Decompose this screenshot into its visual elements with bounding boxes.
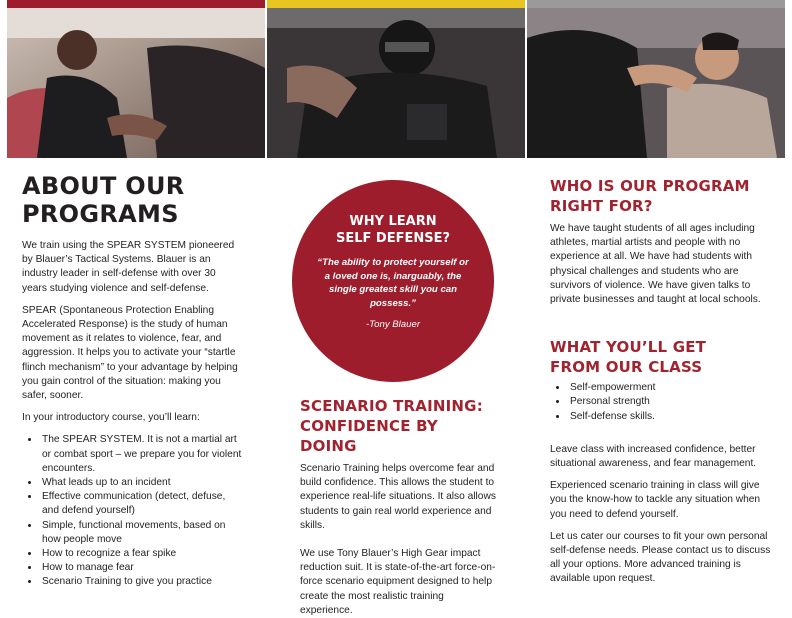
list-item: • Self-defense skills. <box>568 410 775 424</box>
get-title <box>550 337 775 377</box>
about-paragraph-3: In your introductory course, you’ll learn: <box>22 412 200 424</box>
scenario-paragraph-1: Scenario Training helps overcome fear and build confidence. This allows the student to experience real-life situations. It also allows students to gain real world experience and skills. <box>300 463 496 531</box>
who-title-line2: RIGHT FOR? <box>550 197 653 215</box>
why-learn-author: -Tony Blauer <box>365 319 421 330</box>
get-title-line2: FROM OUR CLASS <box>550 358 703 377</box>
scenario-title <box>300 396 496 456</box>
list-item: • Scenario Training to give you practice <box>40 575 242 589</box>
get-paragraph-2: Experienced scenario training in class will give you the know-how to tackle any situation when you need to defend yourself. <box>550 480 761 520</box>
get-benefits-list <box>550 381 775 424</box>
get-paragraph-1: Leave class with increased confidence, better situational awareness, and fear management. <box>550 443 757 470</box>
scenario-title-line1: SCENARIO TRAINING: <box>300 397 483 415</box>
color-bar-red <box>7 0 265 8</box>
list-item: • What leads up to an incident <box>40 476 242 490</box>
scenario-paragraph-2: We use Tony Blauer’s High Gear impact reduction suit. It is state-of-the-art force-on-force scenario equipment designed to help create the most realistic training experience. <box>300 548 496 616</box>
list-item: • The SPEAR SYSTEM. It is not a martial art or combat sport – we prepare you for violent encounters. <box>40 433 242 476</box>
photo-protective-gear-sparring <box>267 0 525 158</box>
about-paragraph-2: SPEAR (Spontaneous Protection Enabling Accelerated Response) is the study of human movement as it relates to violence, fear, and aggression. It helps you to activate your “startle flinch mechanism” to your advantage by helping you gain control of the situation: making you safer, sooner. <box>22 304 238 402</box>
why-title-line2: SELF DEFENSE? <box>335 231 451 246</box>
get-title-line1: WHAT YOU’LL GET <box>550 338 707 357</box>
scenario-section <box>300 396 496 618</box>
who-title <box>550 176 775 216</box>
about-title-line2: PROGRAMS <box>22 200 179 228</box>
student-training-photo-icon <box>527 8 785 158</box>
photo-strip <box>7 0 785 158</box>
who-title-line1: WHO IS OUR PROGRAM <box>550 177 750 195</box>
who-section <box>550 176 775 587</box>
self-defense-class-photo-icon <box>7 8 265 158</box>
about-title-line1: ABOUT OUR <box>22 172 185 200</box>
color-bar-gray <box>527 0 785 8</box>
list-item: • How to manage fear <box>40 561 242 575</box>
why-learn-circle <box>292 180 494 382</box>
about-section <box>22 172 242 590</box>
photo-self-defense-class <box>7 0 265 158</box>
scenario-title-line2: CONFIDENCE BY DOING <box>300 417 438 455</box>
protective-gear-sparring-photo-icon <box>267 8 525 158</box>
list-item: • Effective communication (detect, defuse, and defend yourself) <box>40 490 242 518</box>
about-title <box>22 172 242 228</box>
why-title-line1: WHY LEARN <box>349 214 437 229</box>
why-learn-title <box>312 213 474 247</box>
list-item: • Self-empowerment <box>568 381 775 395</box>
who-paragraph-1: We have taught students of all ages including athletes, martial artists and people with no experience at all. We have had students with physical challenges and students who are survivors of violence. We have given talks to private businesses and taught at local schools. <box>550 223 761 306</box>
why-learn-quote: “The ability to protect yourself or a loved one is, inarguably, the single greatest skill you can possess.” <box>317 257 469 309</box>
list-item: • Simple, functional movements, based on how people move <box>40 519 242 547</box>
list-item: • Personal strength <box>568 395 775 409</box>
photo-student-training <box>527 0 785 158</box>
color-bar-yellow <box>267 0 525 8</box>
about-learn-list <box>22 433 242 589</box>
list-item: • How to recognize a fear spike <box>40 547 242 561</box>
get-paragraph-3: Let us cater our courses to fit your own personal self-defense needs. Please contact us to discuss all your options. More advanced training is available upon request. <box>550 530 771 585</box>
about-paragraph-1: We train using the SPEAR SYSTEM pioneered by Blauer’s Tactical Systems. Blauer is an industry leader in self-defense with over 30 years studying violence and self-defense. <box>22 240 235 294</box>
